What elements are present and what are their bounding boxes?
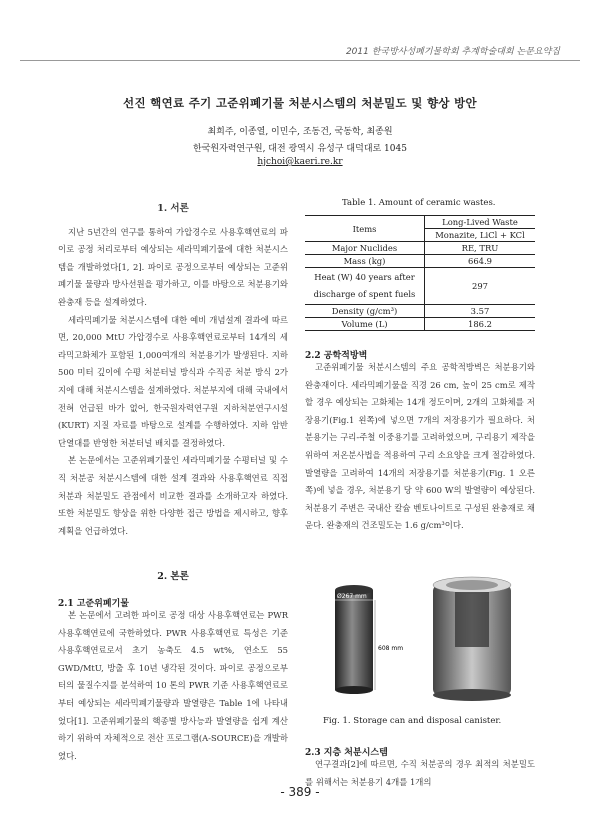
table-group-header: Long-Lived Waste bbox=[425, 216, 536, 229]
table-cell-item: Volume (L) bbox=[305, 318, 425, 331]
section-1-title: 1. 서론 bbox=[157, 203, 189, 214]
table-row bbox=[305, 255, 535, 268]
height-label: 608 mm bbox=[378, 645, 404, 652]
section-2-2-body bbox=[305, 359, 535, 535]
ceramic-waste-table bbox=[305, 215, 535, 331]
intro-paragraph-3: 본 논문에서는 고준위폐기물인 세라믹폐기물 수평터널 및 수직 처분공 처분시스템에 대한 설계 결과와 사용후핵연료 직접 처분과 처분밀도 관점에서 비교한 결과를 소개하고자 하였다. 또한 처분밀도 향상을 위한 다양한 접근 방법을 제시하고, 향후 계획을 언급하였다. bbox=[58, 455, 288, 536]
table-row bbox=[305, 305, 535, 318]
table-cell-value: 186.2 bbox=[425, 318, 536, 331]
table-cell-value: RE, TRU bbox=[425, 242, 536, 255]
figure-1 bbox=[305, 570, 535, 705]
storage-can bbox=[333, 585, 403, 694]
table-cell-value: 664.9 bbox=[425, 255, 536, 268]
table-cell-item: Heat (W) 40 years after discharge of spent fuels bbox=[305, 268, 425, 305]
section-2-3-title: 2.3 지층 처분시스템 bbox=[305, 748, 388, 758]
section-2-2-title: 2.2 공학적방벽 bbox=[305, 351, 368, 361]
section-2-2-paragraph: 고준위폐기물 처분시스템의 주요 공학적방벽은 처분용기와 완충재이다. 세라믹폐기물을 직경 26 cm, 높이 25 cm로 제작할 경우 예상되는 고화체는 14개 정도이며, 2개의 고화체를 저장용기(Fig.1 왼쪽)에 넣으면 7개의 저장용기가 필요하다. 처분용기는 구리-주철 이중용기를 고려하였으며, 구리용기 제작을 위하여 저온분사법을 적용하여 구리 소요양을 크게 절감하였다. 발열량을 고려하여 14개의 저장용기를 처분용기(Fig. 1 오른쪽)에 넣을 경우, 처분용기 당 약 600 W의 발열량이 예상된다. 처분용기 주변은 국내산 칼슘 벤토나이트로 구성된 완충재로 채운다. 완충재의 건조밀도는 1.6 g/cm³이다. bbox=[305, 362, 535, 531]
affiliation: 한국원자력연구원, 대전 광역시 유성구 대덕대로 1045 bbox=[193, 144, 407, 154]
paper-title: 선진 핵연료 주기 고준위폐기물 처분시스템의 처분밀도 및 향상 방안 bbox=[123, 96, 477, 110]
table-col-header: Monazite, LiCl + KCl bbox=[425, 229, 536, 242]
section-2-title: 2. 본론 bbox=[157, 571, 189, 582]
table-row bbox=[305, 242, 535, 255]
figure-caption: Fig. 1. Storage can and disposal canister. bbox=[323, 716, 502, 726]
section-2-1-title: 2.1 고준위폐기물 bbox=[58, 599, 129, 609]
table-cell-item: Density (g/cm³) bbox=[305, 305, 425, 318]
table-cell-item: Mass (kg) bbox=[305, 255, 425, 268]
section-2-3-paragraph: 연구결과[2]에 따르면, 수직 처분공의 경우 최적의 처분밀도를 위해서는 처분용기 4개를 1개의 bbox=[305, 759, 535, 787]
table-cell-value: 297 bbox=[425, 268, 536, 305]
diameter-label: Ø267 mm bbox=[337, 593, 367, 600]
intro-paragraph-1: 지난 5년간의 연구를 통하여 가압경수로 사용후핵연료의 파이로 공정 처리로부터 예상되는 세라믹폐기물에 대한 처분시스템을 개발하였다[1, 2]. 파이로 공정으로부터 예상되는 고준위폐기물 물량과 방사선원을 평가하고, 이를 바탕으로 처분용기와 완충재 등을 설계하였다. bbox=[58, 226, 288, 307]
left-column bbox=[58, 200, 288, 540]
authors: 최희주, 이종열, 이민수, 조동건, 국동학, 최종원 bbox=[207, 127, 393, 137]
table-cell-item: Major Nuclides bbox=[305, 242, 425, 255]
section-2-1-body bbox=[58, 607, 288, 765]
disposal-canister bbox=[433, 577, 511, 701]
table-cell-value: 3.57 bbox=[425, 305, 536, 318]
section-2-1-paragraph: 본 논문에서 고려한 파이로 공정 대상 사용후핵연료는 PWR 사용후핵연료에 국한하였다. PWR 사용후핵연료 특성은 기준 사용후핵연료로서 초기 농축도 4.5 wt%, 연소도 55 GWD/MtU, 방출 후 10년 냉각된 것이다. 파이로 공정으로부터의 물질수지를 분석하여 10 톤의 PWR 기준 사용후핵연료로부터 예상되는 세라믹폐기물량과 발열량은 Table 1에 나타내었다[1]. 고준위폐기물의 핵종별 방사능과 발열량을 쉽게 계산하기 위하여 자체적으로 전산 프로그램(A-SOURCE)을 개발하였다. bbox=[58, 610, 288, 761]
email-link[interactable]: hjchoi@kaeri.re.kr bbox=[257, 157, 343, 167]
page-number: - 389 - bbox=[280, 785, 320, 799]
figure-1-image bbox=[305, 570, 535, 705]
intro-paragraph-2: 세라믹폐기물 처분시스템에 대한 예비 개념설계 결과에 따르면, 20,000 MtU 가압경수로 사용후핵연료로부터 14개의 세라믹고화체가 포함된 1,000여개의 처분용기가 발생된다. 지하 500 미터 깊이에 수평 처분터널 방식과 수직공 처분 방식 2가지에 대해 처분시스템을 설계하였다. 처분부지에 대해 국내에서 전혀 언급된 바가 없어, 한국원자력연구원 지하처분연구시설(KURT) 지질 자료를 바탕으로 설계를 수행하였다. 지하 암반 단열대를 반영한 처분터널 배치를 결정하였다. bbox=[58, 314, 288, 448]
table-row bbox=[305, 268, 535, 305]
running-header: 2011 한국방사성폐기물학회 추계학술대회 논문요약집 bbox=[345, 47, 560, 57]
table-items-header: Items bbox=[305, 216, 425, 242]
table-caption: Table 1. Amount of ceramic wastes. bbox=[342, 198, 496, 208]
table-row bbox=[305, 318, 535, 331]
header-rule bbox=[20, 60, 580, 61]
